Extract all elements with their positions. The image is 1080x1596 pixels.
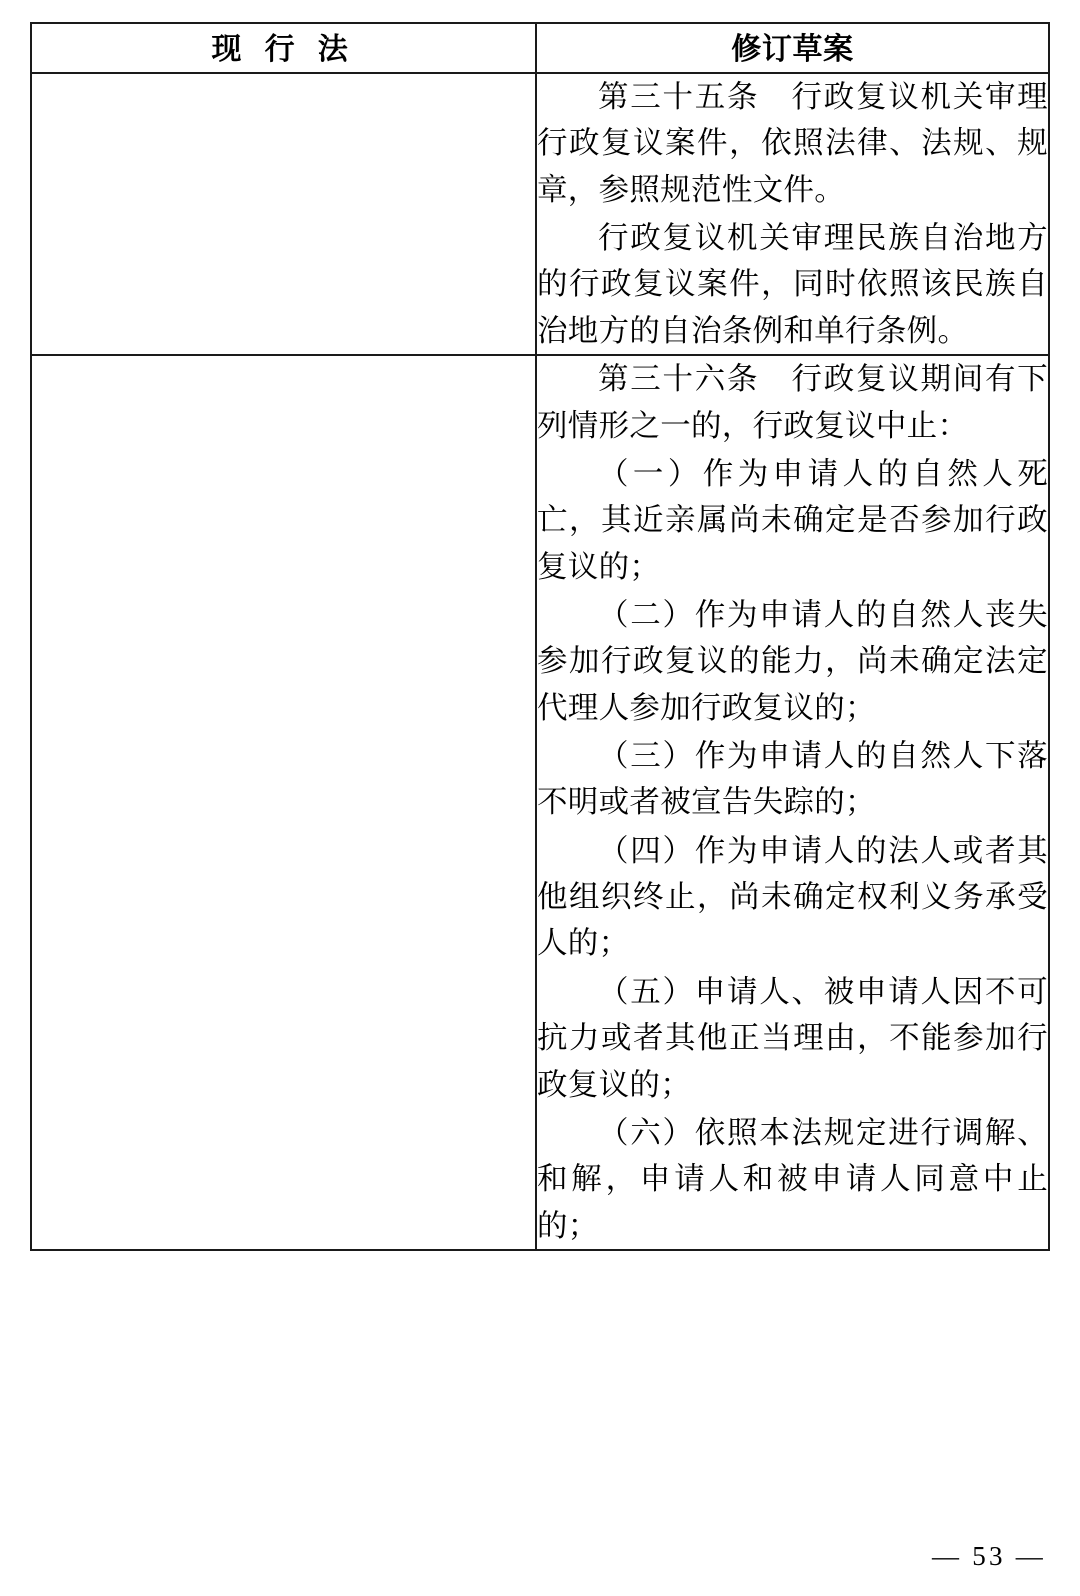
column-header-amendment-draft: 修订草案 (536, 23, 1049, 73)
paragraph: （二）作为申请人的自然人丧失参加行政复议的能力，尚未确定法定代理人参加行政复议的； (537, 597, 1048, 725)
paragraph: （三）作为申请人的自然人下落不明或者被宣告失踪的； (537, 739, 1048, 820)
paragraph: 第三十五条 行政复议机关审理行政复议案件，依照法律、法规、规章，参照规范性文件。 (537, 80, 1048, 207)
paragraph: （六）依照本法规定进行调解、和解，申请人和被申请人同意中止的； (537, 1115, 1048, 1243)
paragraph: （五）申请人、被申请人因不可抗力或者其他正当理由，不能参加行政复议的； (537, 974, 1048, 1102)
table-row (31, 355, 1049, 1250)
amendment-cell-article-36 (536, 355, 1049, 1250)
column-header-current-law: 现 行 法 (31, 23, 536, 73)
paragraph: 第三十六条 行政复议期间有下列情形之一的，行政复议中止： (537, 362, 1048, 443)
paragraph: 行政复议机关审理民族自治地方的行政复议案件，同时依照该民族自治地方的自治条例和单行条例。 (537, 221, 1048, 348)
paragraph: （四）作为申请人的法人或者其他组织终止，尚未确定权利义务承受人的； (537, 833, 1048, 961)
amendment-cell-article-35 (536, 73, 1049, 355)
table-row (31, 73, 1049, 355)
paragraph: （一）作为申请人的自然人死亡，其近亲属尚未确定是否参加行政复议的； (537, 456, 1048, 584)
current-law-cell-article-36 (31, 355, 536, 1250)
comparison-table (30, 22, 1050, 1251)
table-header-row (31, 23, 1049, 73)
current-law-cell-article-35 (31, 73, 536, 355)
page-number: — 53 — (932, 1541, 1046, 1571)
